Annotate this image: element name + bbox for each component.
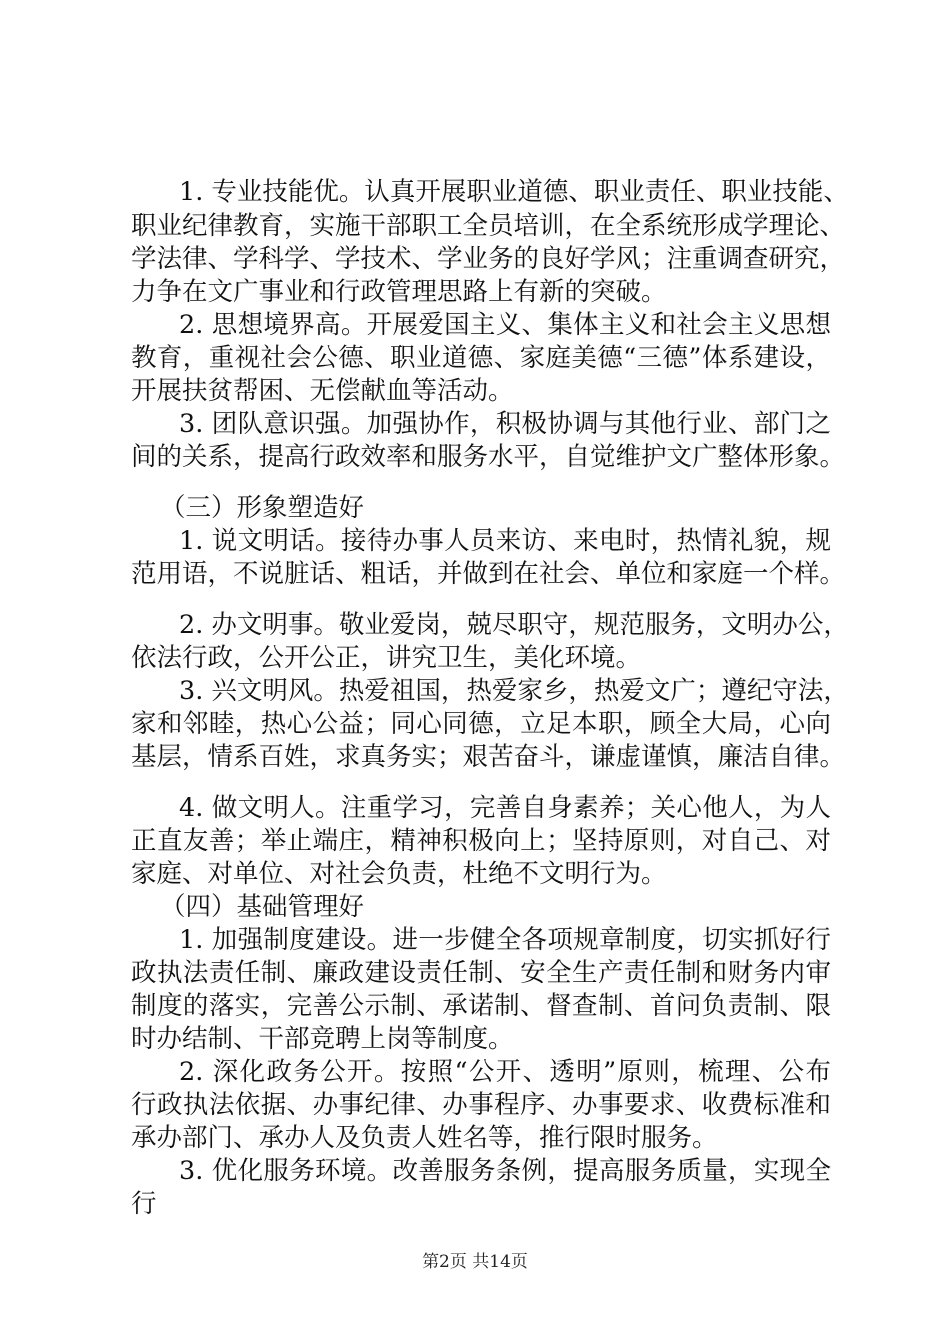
paragraph-line: 4. 做文明人。注重学习，完善自身素养；关心他人，为人 (179, 793, 831, 823)
paragraph-line: 正直友善；举止端庄，精神积极向上；坚持原则，对自己、对 (131, 826, 831, 856)
paragraph-line: 制度的落实，完善公示制、承诺制、督查制、首问负责制、限 (131, 991, 831, 1021)
paragraph-line: 3. 团队意识强。加强协作，积极协调与其他行业、部门之 (179, 409, 831, 439)
paragraph-line: 家和邻睦，热心公益；同心同德，立足本职，顾全大局，心向 (131, 709, 831, 739)
page-footer: 第2页 共14页 (422, 1252, 528, 1272)
paragraph-line: 教育，重视社会公德、职业道德、家庭美德“三德”体系建设， (131, 343, 831, 373)
paragraph-line: 依法行政，公开公正，讲究卫生，美化环境。 (131, 643, 642, 673)
paragraph-line: 间的关系，提高行政效率和服务水平，自觉维护文广整体形象。 (131, 442, 846, 472)
section-heading: （四）基础管理好 (160, 892, 365, 922)
paragraph-line: 力争在文广事业和行政管理思路上有新的突破。 (131, 277, 667, 307)
paragraph-line: 学法律、学科学、学技术、学业务的良好学风；注重调查研究， (131, 244, 846, 274)
paragraph-line: 开展扶贫帮困、无偿献血等活动。 (131, 376, 514, 406)
paragraph-line: 行 (131, 1189, 157, 1219)
paragraph-line: 3. 兴文明风。热爱祖国，热爱家乡，热爱文广；遵纪守法， (179, 676, 849, 706)
paragraph-line: 职业纪律教育，实施干部职工全员培训，在全系统形成学理论、 (131, 211, 846, 241)
paragraph-line: 2. 办文明事。敬业爱岗，兢尽职守，规范服务，文明办公， (179, 610, 849, 640)
paragraph-line: 1. 说文明话。接待办事人员来访、来电时，热情礼貌，规 (179, 526, 831, 556)
paragraph-line: 家庭、对单位、对社会负责，杜绝不文明行为。 (131, 859, 667, 889)
paragraph-line: 基层，情系百姓，求真务实；艰苦奋斗，谦虚谨慎，廉洁自律。 (131, 742, 846, 772)
paragraph-line: 范用语，不说脏话、粗话，并做到在社会、单位和家庭一个样。 (131, 559, 846, 589)
paragraph-line: 2. 思想境界高。开展爱国主义、集体主义和社会主义思想 (179, 310, 831, 340)
paragraph-line: 1. 专业技能优。认真开展职业道德、职业责任、职业技能、 (179, 177, 849, 207)
paragraph-line: 时办结制、干部竞聘上岗等制度。 (131, 1024, 514, 1054)
paragraph-line: 3. 优化服务环境。改善服务条例，提高服务质量，实现全 (179, 1156, 831, 1186)
paragraph-line: 2. 深化政务公开。按照“公开、透明”原则，梳理、公布 (179, 1057, 831, 1087)
paragraph-line: 行政执法依据、办事纪律、办事程序、办事要求、收费标准和 (131, 1090, 831, 1120)
paragraph-line: 承办部门、承办人及负责人姓名等，推行限时服务。 (131, 1123, 718, 1153)
paragraph-line: 1. 加强制度建设。进一步健全各项规章制度，切实抓好行 (179, 925, 831, 955)
paragraph-line: 政执法责任制、廉政建设责任制、安全生产责任制和财务内审 (131, 958, 831, 988)
section-heading: （三）形象塑造好 (160, 493, 365, 523)
